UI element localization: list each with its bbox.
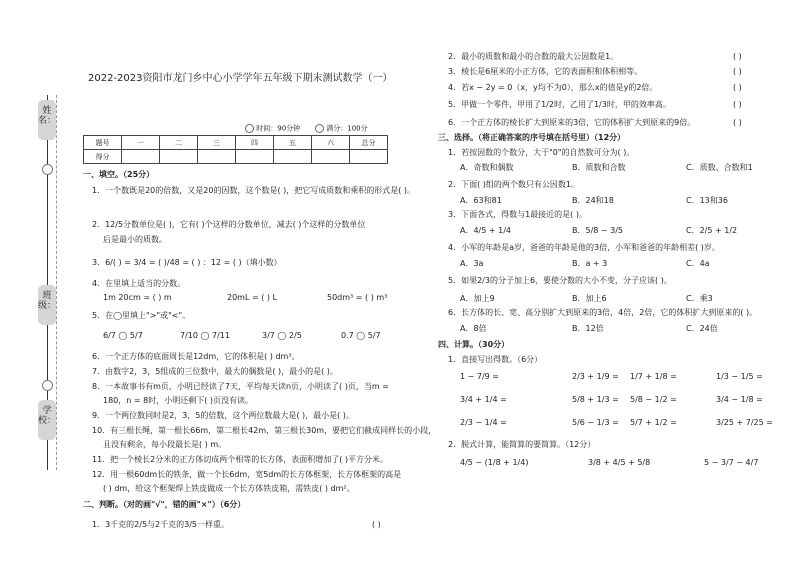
score-input-cell[interactable]: [160, 150, 198, 164]
question-6: 6．一个正方体的底面周长是12dm，它的体积是( ) dm³。: [92, 352, 300, 361]
school-label: 学校：: [38, 406, 57, 426]
choice-4: 4．小军的年龄是a岁，爸爸的年龄是他的3倍，小军和爸爸的年龄相差( )岁。: [448, 243, 720, 252]
choice-2-a: A．63和81: [460, 196, 502, 205]
judge-5: 5．甲做一个零件，甲用了1/2时，乙用了1/3时，甲的效率高。: [448, 100, 671, 109]
choice-6: 6．长方体的长、宽、高分别扩大到原来的3倍，4倍，2倍，它的体积扩大到原来的( )。: [448, 308, 758, 317]
question-5d: 0.7 ◯ 5/7: [341, 331, 381, 340]
score-input-cell[interactable]: [122, 150, 160, 164]
question-4c: 50dm³ = ( ) m³: [327, 293, 388, 302]
calc-2: 2．脱式计算，能简算的要简算。（12分）: [448, 440, 596, 449]
hole-mark: [42, 380, 53, 391]
choice-3-b: B．5/8 − 3/5: [572, 226, 624, 235]
full-score-text: 满分：100分: [326, 124, 368, 133]
answer-bracket[interactable]: ( ): [372, 520, 381, 529]
score-input-cell[interactable]: [350, 150, 388, 164]
choice-2-c: C．13和36: [686, 196, 728, 205]
question-5: 5．在◯里填上">"或"<"。: [92, 311, 191, 320]
calc-item: 2/3 − 1/4 =: [460, 418, 507, 427]
choice-1-a: A．奇数和偶数: [460, 163, 514, 172]
question-10-cont: 且没有剩余，每小段最长是( ) m。: [103, 440, 227, 449]
answer-bracket[interactable]: ( ): [733, 100, 742, 109]
school-tab: [38, 400, 56, 440]
question-2: 2．12/5分数单位是( )，它有( )个这样的分数单位，减去( )个这样的分数单位: [92, 220, 366, 229]
calc-item: 3/25 + 7/25 =: [716, 418, 773, 427]
choice-2-b: B．24和18: [572, 196, 614, 205]
section-choice: 三、选择。（将正确答案的序号填在括号里）（12分）: [438, 133, 626, 142]
question-8: 8．一本故事书有m页，小明已经读了7天，平均每天读n页，小明读了( )页，当m =: [92, 382, 389, 391]
calc-item: 1 − 7/9 =: [460, 372, 499, 381]
choice-6-c: C．24倍: [686, 324, 718, 333]
score-table: [83, 135, 388, 164]
full-score-info: [315, 124, 368, 134]
score-table-header-row: [84, 136, 388, 150]
choice-3-c: C．2/5 + 1/2: [686, 226, 738, 235]
question-11: 11．把一个棱长2分米的正方体切成两个相等的长方体，表面积增加了( )平方分米。: [92, 455, 389, 464]
score-input-cell[interactable]: [198, 150, 236, 164]
choice-4-b: B．a + 3: [572, 259, 608, 268]
score-input-cell[interactable]: [236, 150, 274, 164]
question-10: 10．有三根长绳，第一根长66m，第二根长42m，第三根长30m，要把它们截成同样长的小段，: [92, 426, 437, 435]
name-label: 姓名：: [38, 106, 57, 126]
hole-mark: [42, 164, 53, 175]
answer-bracket[interactable]: ( ): [733, 52, 742, 61]
time-info: [245, 124, 300, 134]
question-1: 1．一个数既是20的倍数，又是20的因数，这个数是( )，把它写成质数和乘积的形式是( )。: [92, 186, 416, 195]
question-4: 4．在里填上适当的分数。: [92, 279, 186, 288]
calc-item: 1/7 + 1/8 =: [630, 372, 677, 381]
choice-6-b: B．12倍: [572, 324, 604, 333]
judge-3: 3．棱长是6厘米的小正方体，它的表面积和体积相等。: [448, 67, 643, 76]
table-cell: 三: [198, 136, 236, 150]
table-cell: 六: [312, 136, 350, 150]
calc-item: 3/4 − 1/8 =: [716, 395, 763, 404]
question-7: 7．由数字2，3，5组成的三位数中，最大的偶数是( )，最小的是( )。: [92, 367, 338, 376]
question-9: 9．一个两位数同时是2，3，5的倍数，这个两位数最大是( )，最小是( )。: [92, 411, 354, 420]
choice-5-a: A．加上9: [460, 294, 495, 303]
name-tab: [38, 100, 56, 140]
choice-1-b: B．质数和合数: [572, 163, 626, 172]
question-5b: 7/10 ◯ 7/11: [180, 331, 230, 340]
score-input-cell[interactable]: [274, 150, 312, 164]
question-5a: 6/7 ◯ 5/7: [103, 331, 143, 340]
page-title: 2022-2023资阳市龙门乡中心小学学年五年级下期末测试数学（一）: [88, 73, 393, 84]
calc-item: 5/6 − 1/3 =: [572, 418, 619, 427]
table-cell: 五: [274, 136, 312, 150]
table-cell: 四: [236, 136, 274, 150]
judge-2: 2．最小的质数和最小的合数的最大公因数是1。: [448, 52, 619, 61]
question-8-cont: 180，n = 8时，小明还剩下( )页没有读。: [103, 396, 254, 405]
choice-1: 1．若按因数的个数分，大于"0"的自然数可分为( )。: [448, 148, 635, 157]
question-12-cont: ( ) dm，给这个框架焊上铁皮做成一个长方体铁皮箱，需铁皮( ) dm²。: [103, 484, 355, 493]
table-cell: 得分: [84, 150, 122, 164]
calc-item: 2/3 + 1/9 =: [572, 372, 619, 381]
choice-6-a: A．8倍: [460, 324, 487, 333]
choice-4-a: A．3a: [460, 259, 484, 268]
question-4b: 20mL = ( ) L: [227, 293, 278, 302]
table-cell: 一: [122, 136, 160, 150]
calc-item: 5/8 − 1/2 =: [630, 395, 677, 404]
calc-expression: 5 − 3/7 − 4/7: [704, 458, 759, 467]
question-4a: 1m 20cm = ( ) m: [103, 293, 172, 302]
table-cell: 二: [160, 136, 198, 150]
choice-5-b: B．加上6: [572, 294, 607, 303]
question-5c: 3/7 ◯ 2/5: [262, 331, 302, 340]
choice-2: 2．下面( )组的两个数只有公因数1。: [448, 180, 579, 189]
section-calculation: 四、计算。（30分）: [438, 340, 510, 349]
answer-bracket[interactable]: ( ): [733, 83, 742, 92]
calc-expression: 4/5 − (1/8 + 1/4): [460, 458, 529, 467]
table-cell: 题号: [84, 136, 122, 150]
calc-1: 1．直接写出得数。（6分）: [448, 355, 543, 364]
calc-item: 5/8 + 1/3 =: [572, 395, 619, 404]
judge-4: 4．若x − 2y = 0（x，y均不为0），那么x的值是y的2倍。: [448, 83, 658, 92]
choice-3: 3．下面各式，得数与1最接近的是( )。: [448, 210, 587, 219]
choice-4-c: C．4a: [686, 259, 710, 268]
judge-6: 6．一个正方体的棱长扩大到原来的3倍，它的体积扩大到原来的9倍。: [448, 118, 696, 127]
clock-icon: [245, 124, 254, 133]
calc-item: 5/7 + 1/2 =: [630, 418, 677, 427]
choice-3-a: A．4/5 + 1/4: [460, 226, 512, 235]
answer-bracket[interactable]: ( ): [733, 118, 742, 127]
choice-1-c: C．质数、合数和1: [686, 163, 753, 172]
choice-5-c: C．乘3: [686, 294, 713, 303]
calc-expression: 3/8 + 4/5 + 5/8: [588, 458, 651, 467]
score-icon: [315, 124, 324, 133]
question-3: 3．6/( ) = 3/4 = ( )/48 = ( ) ：12 = ( )（填小数）: [92, 258, 282, 267]
choice-5: 5．如果2/3的分子加上6，要使分数的大小不变，分子应该( )。: [448, 276, 672, 285]
class-tab: [38, 285, 56, 325]
table-cell: 总分: [350, 136, 388, 150]
section-judge: 二、判断。（对的画"√"，错的画"×"）（6分）: [83, 500, 246, 509]
class-label: 班级：: [38, 291, 57, 311]
question-12: 12．用一根60dm长的铁条，做一个长6dm，宽5dm的长方体框架，长方体框架的高是: [92, 470, 402, 479]
score-input-cell[interactable]: [312, 150, 350, 164]
question-2-cont: 后是最小的质数。: [103, 235, 167, 244]
calc-item: 1/3 − 1/5 =: [716, 372, 763, 381]
judge-1: 1．3千克的2/5与2千克的3/5一样重。: [92, 520, 230, 529]
calc-item: 3/4 + 1/4 =: [460, 395, 507, 404]
answer-bracket[interactable]: ( ): [733, 67, 742, 76]
section-fill-in: 一、填空。（25分）: [83, 170, 155, 179]
score-table-score-row: [84, 150, 388, 164]
time-text: 时间：90分钟: [256, 124, 301, 133]
